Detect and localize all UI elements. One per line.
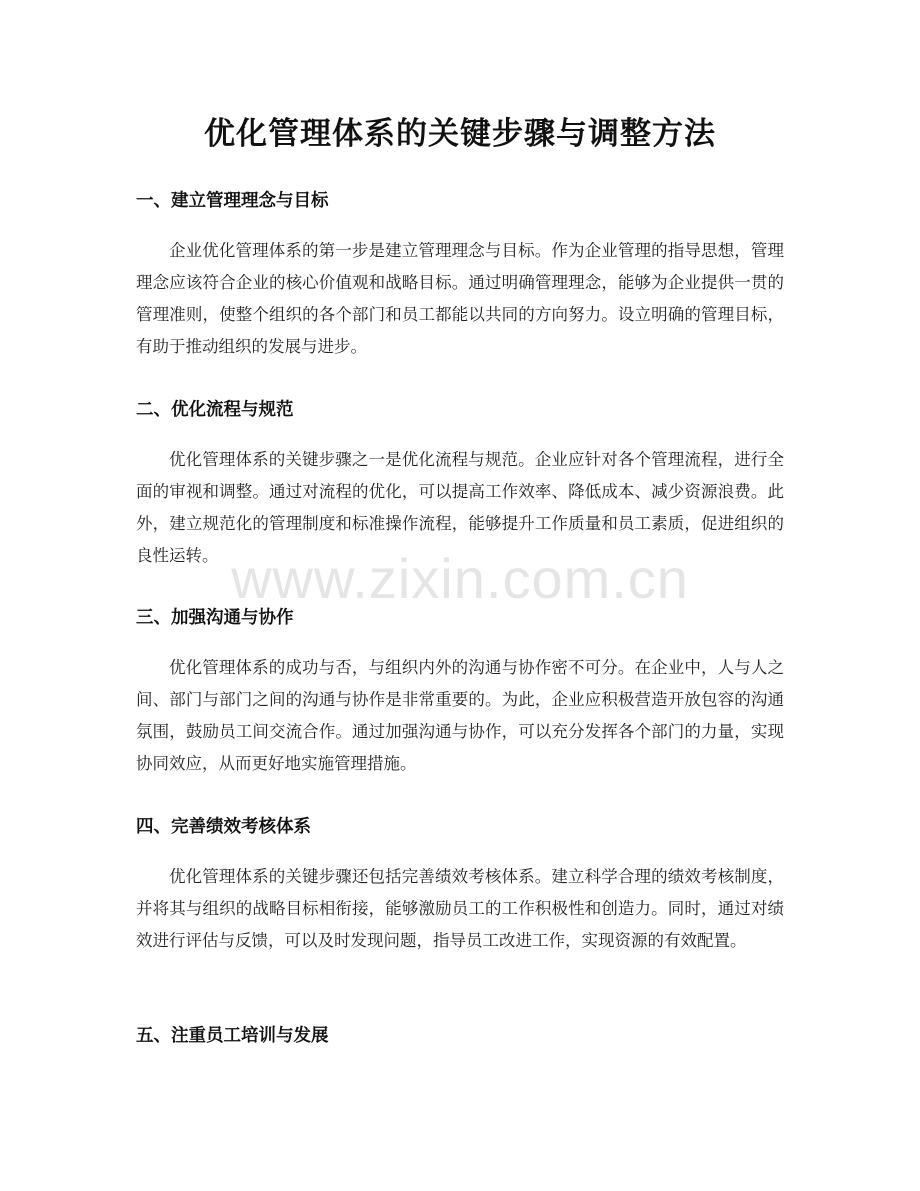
section-heading: 四、完善绩效考核体系 [136, 817, 311, 837]
section-paragraph: 企业优化管理体系的第一步是建立管理理念与目标。作为企业管理的指导思想，管理理念应该符合企业的核心价值观和战略目标。通过明确管理理念，能够为企业提供一贯的管理准则，使整个组织的各个部门和员工都能以共同的方向努力。设立明确的管理目标，有助于推动组织的发展与进步。 [136, 241, 784, 356]
section-heading: 三、加强沟通与协作 [136, 608, 294, 628]
section-paragraph: 优化管理体系的关键步骤之一是优化流程与规范。企业应针对各个管理流程，进行全面的审视和调整。通过对流程的优化，可以提高工作效率、降低成本、减少资源浪费。此外，建立规范化的管理制度和标准操作流程，能够提升工作质量和员工素质，促进组织的良性运转。 [136, 450, 784, 565]
section-heading: 一、建立管理理念与目标 [136, 191, 329, 211]
document-title: 优化管理体系的关键步骤与调整方法 [204, 116, 716, 152]
section-heading: 五、注重员工培训与发展 [136, 1026, 329, 1046]
section-paragraph: 优化管理体系的成功与否，与组织内外的沟通与协作密不可分。在企业中，人与人之间、部门与部门之间的沟通与协作是非常重要的。为此，企业应积极营造开放包容的沟通氛围，鼓励员工间交流合作。通过加强沟通与协作，可以充分发挥各个部门的力量，实现协同效应，从而更好地实施管理措施。 [136, 658, 784, 773]
section-paragraph: 优化管理体系的关键步骤还包括完善绩效考核体系。建立科学合理的绩效考核制度，并将其与组织的战略目标相衔接，能够激励员工的工作积极性和创造力。同时，通过对绩效进行评估与反馈，可以及时发现问题，指导员工改进工作，实现资源的有效配置。 [136, 867, 784, 950]
watermark-text: www.zixin.com.cn [231, 547, 689, 610]
section-5 [136, 1023, 784, 1049]
section-heading: 二、优化流程与规范 [136, 400, 294, 420]
section-4 [136, 814, 784, 957]
section-1 [136, 188, 784, 363]
section-3 [136, 605, 784, 780]
section-2 [136, 397, 784, 572]
